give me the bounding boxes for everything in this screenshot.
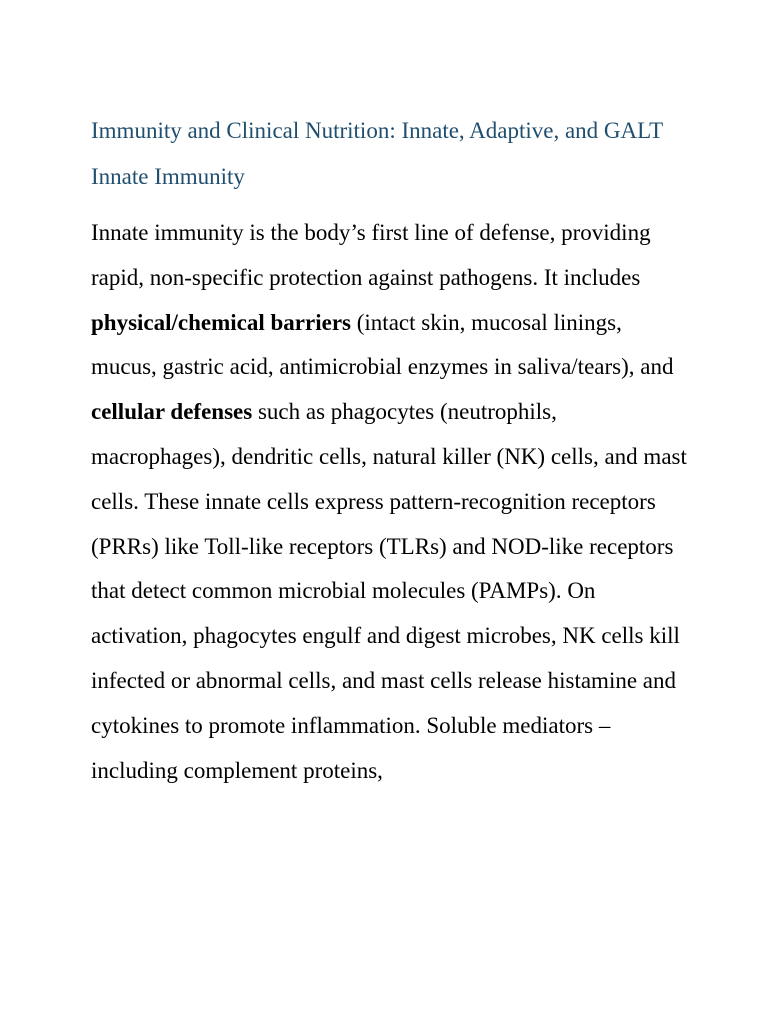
bold-term-cellular-defenses: cellular defenses (91, 399, 253, 425)
paragraph-text-part-1: Innate immunity is the body’s first line of defense, providing rapid, non-specific protection against pathogens. It includes (91, 220, 651, 290)
document-content (91, 108, 691, 793)
bold-term-barriers: physical/chemical barriers (91, 309, 351, 335)
paragraph-text-part-3: such as phagocytes (neutrophils, macrophages), dendritic cells, natural killer (NK) cells, and mast cells. These innate cells express pattern-recognition receptors (PRRs) like Toll-like receptors (TLRs) and NOD-like receptors that detect common microbial molecules (PAMPs). On activation, phagocytes engulf and digest microbes, NK cells kill infected or abnormal cells, and mast cells release histamine and cytokines to promote inflammation. Soluble mediators – including complement proteins, (91, 399, 687, 783)
section-heading: Innate Immunity (91, 164, 245, 189)
paragraph-text-part-2: (intact skin, mucosal linings, mucus, gastric acid, antimicrobial enzymes in saliva/tears), and (91, 309, 674, 380)
body-paragraph (91, 211, 691, 793)
document-title: Immunity and Clinical Nutrition: Innate, Adaptive, and GALT (91, 118, 664, 143)
